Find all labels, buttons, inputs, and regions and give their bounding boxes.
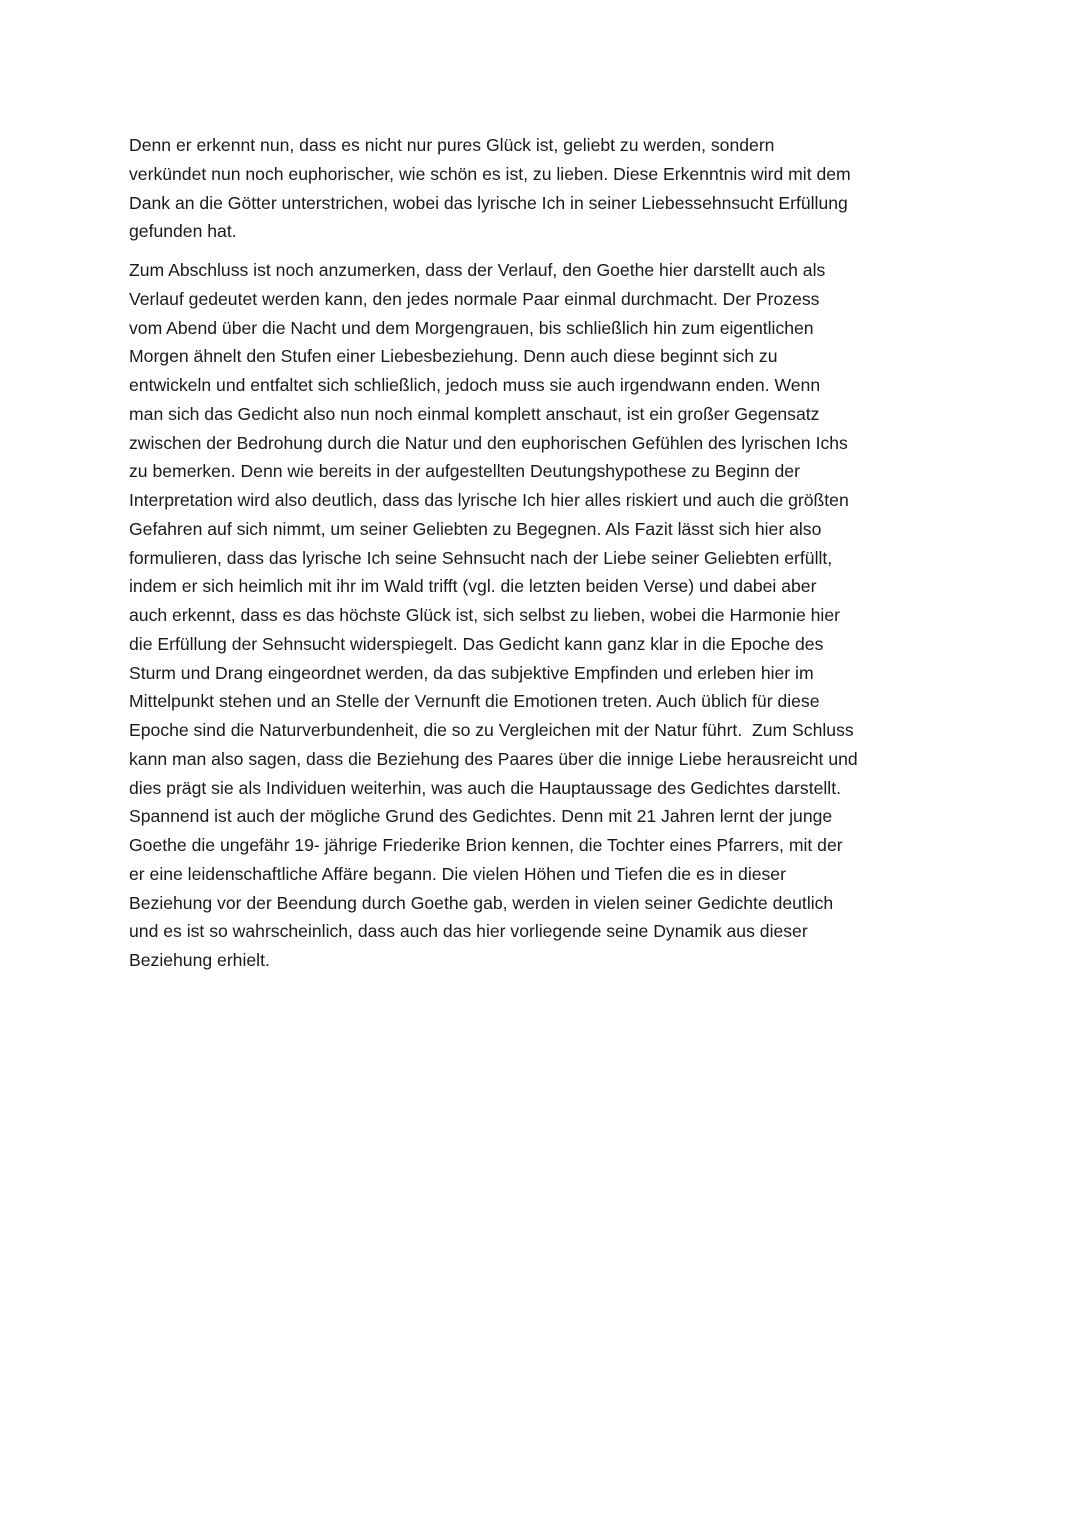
text-line: entwickeln und entfaltet sich schließlich, jedoch muss sie auch irgendwann enden. Wenn (129, 375, 821, 395)
text-line: verkündet nun noch euphorischer, wie schön es ist, zu lieben. Diese Erkenntnis wird mit dem (129, 163, 851, 184)
text-line: kann man also sagen, dass die Beziehung des Paares über die innige Liebe herausreicht und (129, 748, 858, 769)
text-line: zwischen der Bedrohung durch die Natur und den euphorischen Gefühlen des lyrischen Ichs (129, 432, 848, 453)
text-line: dies prägt sie als Individuen weiterhin, was auch die Hauptaussage des Gedichtes darstellt. (129, 777, 841, 798)
paragraph-2 (129, 256, 959, 975)
document-body (129, 131, 959, 975)
text-line: Gefahren auf sich nimmt, um seiner Geliebten zu Begegnen. Als Fazit lässt sich hier also (129, 518, 822, 539)
text-line: Morgen ähnelt den Stufen einer Liebesbeziehung. Denn auch diese beginnt sich zu (129, 346, 778, 367)
text-line: Verlauf gedeutet werden kann, den jedes normale Paar einmal durchmacht. Der Prozess (129, 288, 820, 309)
text-line: zu bemerken. Denn wie bereits in der aufgestellten Deutungshypothese zu Beginn der (129, 461, 800, 482)
text-line: Sturm und Drang eingeordnet werden, da das subjektive Empfinden und erleben hier im (129, 662, 814, 683)
paragraph-1 (129, 131, 959, 246)
text-line: formulieren, dass das lyrische Ich seine Sehnsucht nach der Liebe seiner Geliebten erfüllt, (129, 547, 833, 568)
text-line: vom Abend über die Nacht und dem Morgengrauen, bis schließlich hin zum eigentlichen (129, 317, 814, 338)
text-line: er eine leidenschaftliche Affäre begann. Die vielen Höhen und Tiefen die es in dieser (129, 863, 786, 884)
text-line: Epoche sind die Naturverbundenheit, die so zu Vergleichen mit der Natur führt. Zum Schluss (129, 720, 854, 740)
text-line: und es ist so wahrscheinlich, dass auch das hier vorliegende seine Dynamik aus dieser (129, 921, 808, 942)
text-line: indem er sich heimlich mit ihr im Wald trifft (vgl. die letzten beiden Verse) und dabei aber (129, 576, 817, 597)
paragraph-spacer (129, 246, 959, 256)
text-line: auch erkennt, dass es das höchste Glück ist, sich selbst zu lieben, wobei die Harmonie hier (129, 605, 840, 625)
text-line: Denn er erkennt nun, dass es nicht nur pures Glück ist, geliebt zu werden, sondern (129, 135, 775, 155)
text-line: die Erfüllung der Sehnsucht widerspiegelt. Das Gedicht kann ganz klar in die Epoche des (129, 633, 824, 654)
text-line: Dank an die Götter unterstrichen, wobei das lyrische Ich in seiner Liebessehnsucht Erfüllung (129, 192, 848, 213)
text-line: Goethe die ungefähr 19- jährige Friederike Brion kennen, die Tochter eines Pfarrers, mit der (129, 835, 843, 855)
text-line: Zum Abschluss ist noch anzumerken, dass der Verlauf, den Goethe hier darstellt auch als (129, 260, 826, 280)
text-line: Spannend ist auch der mögliche Grund des Gedichtes. Denn mit 21 Jahren lernt der junge (129, 806, 833, 827)
text-line: Interpretation wird also deutlich, dass das lyrische Ich hier alles riskiert und auch die größten (129, 490, 849, 510)
text-line: Mittelpunkt stehen und an Stelle der Vernunft die Emotionen treten. Auch üblich für diese (129, 691, 820, 712)
text-line: man sich das Gedicht also nun noch einmal komplett anschaut, ist ein großer Gegensatz (129, 403, 820, 424)
text-line: gefunden hat. (129, 221, 237, 242)
text-line: Beziehung vor der Beendung durch Goethe gab, werden in vielen seiner Gedichte deutlich (129, 892, 834, 913)
text-line: Beziehung erhielt. (129, 950, 270, 970)
